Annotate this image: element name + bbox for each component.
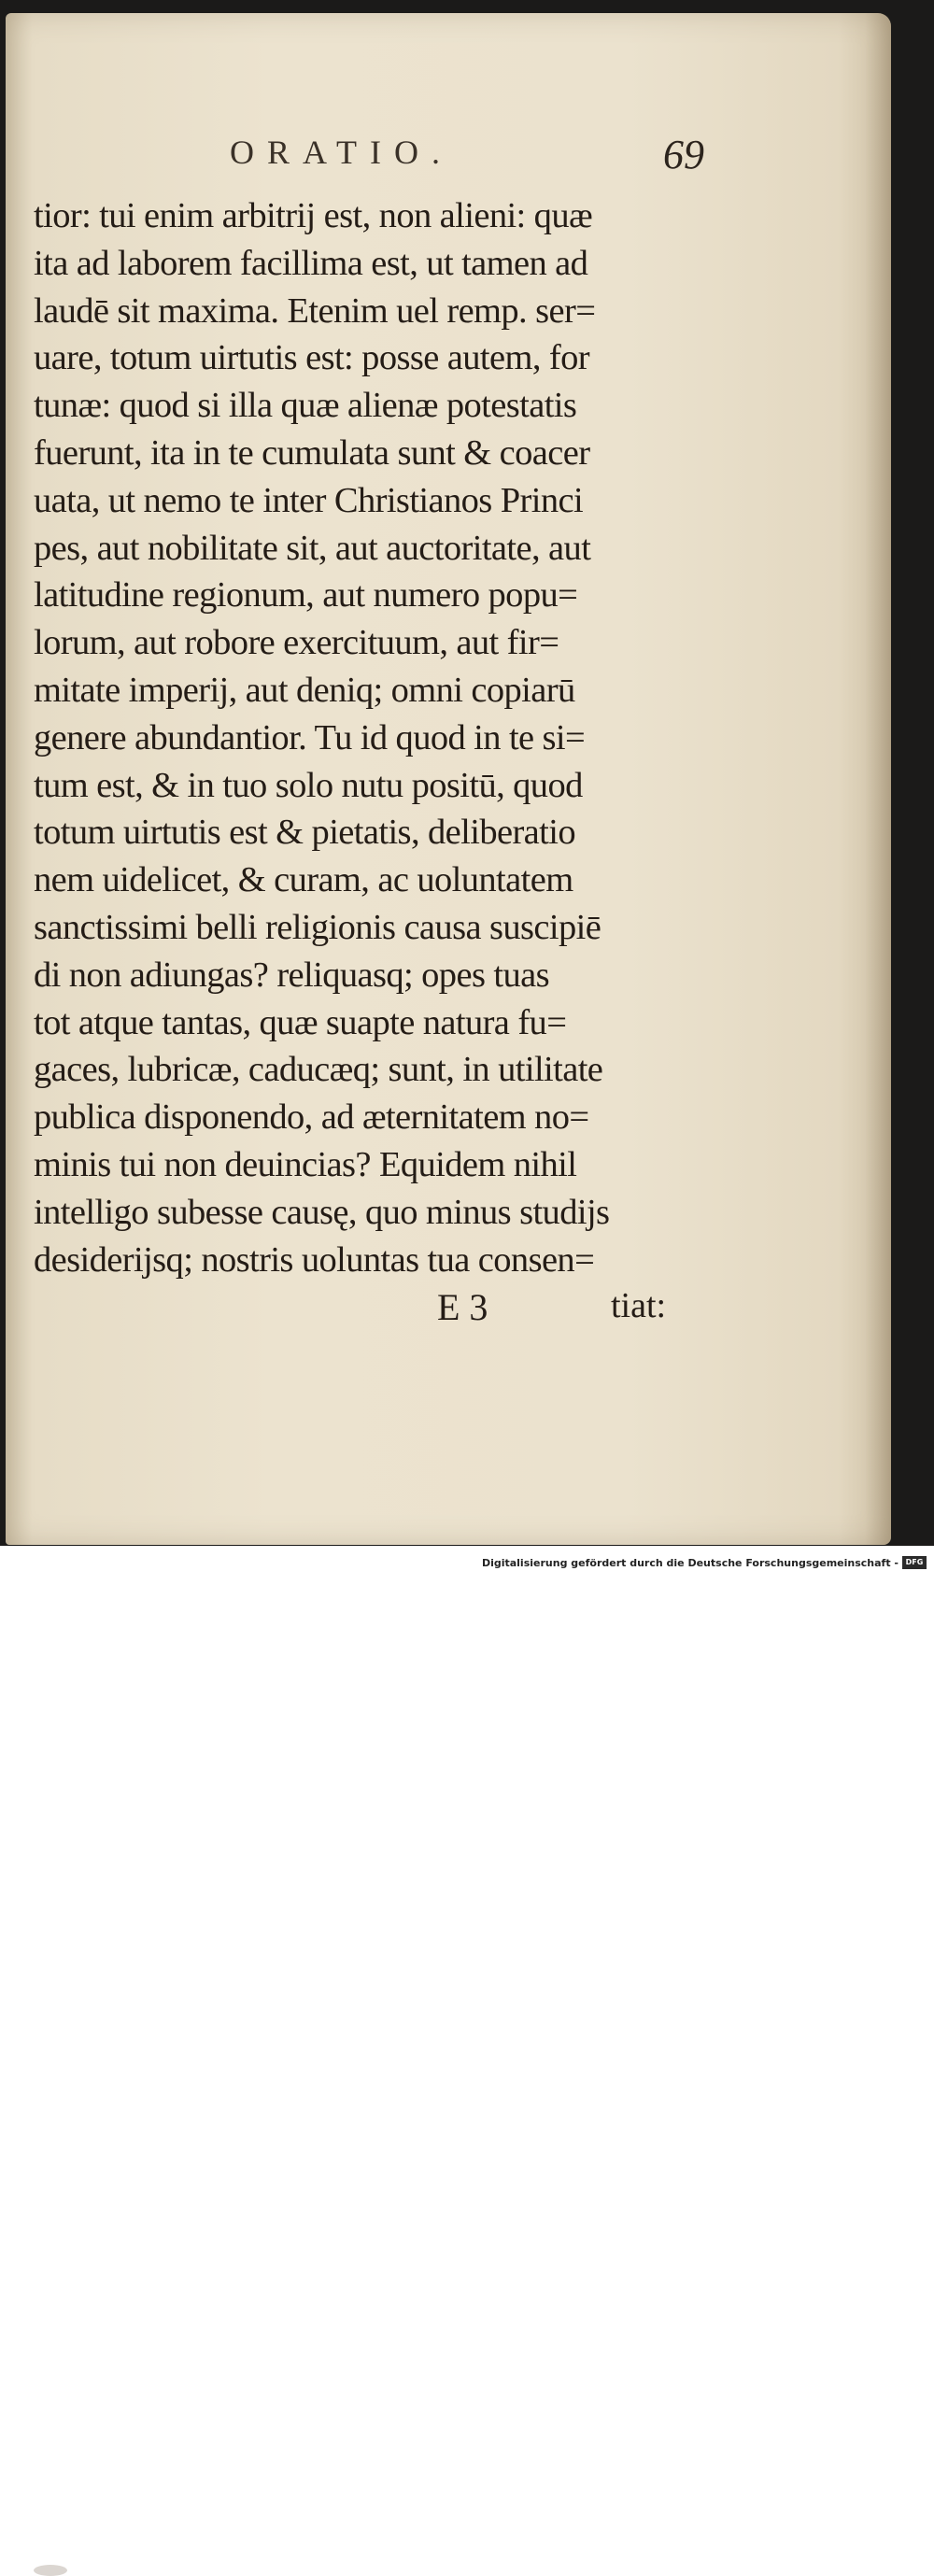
text-line: minis tui non deuincias? Equidem nihil [34,1144,577,1184]
digitization-footer [0,1548,934,1578]
body-text [34,192,715,1283]
text-line: pes, aut nobilitate sit, aut auctoritate, aut [34,528,591,568]
signature-mark: E 3 [437,1286,488,1328]
text-line: mitate imperij, aut deniq; omni copiarū [34,670,575,710]
catchword: tiat: [611,1286,667,1325]
dfg-logo-icon: DFG [902,1556,927,1569]
text-line: uata, ut nemo te inter Christianos Princi [34,480,584,520]
text-line: laudē sit maxima. Etenim uel remp. ser= [34,290,596,331]
page-header [6,133,891,189]
book-page [6,13,891,1545]
text-line: ita ad laborem facillima est, ut tamen ad [34,243,588,283]
text-line: di non adiungas? reliquasq; opes tuas [34,955,549,995]
text-line: latitudine regionum, aut numero popu= [34,575,578,616]
text-line: desiderijsq; nostris uoluntas tua consen= [34,1239,595,1280]
page-number: 69 [663,132,704,177]
text-line: fuerunt, ita in te cumulata sunt & coacer [34,432,590,473]
text-line: totum uirtutis est & pietatis, deliberatio [34,813,576,853]
text-line: tunæ: quod si illa quæ alienæ potestatis [34,386,577,426]
running-head: ORATIO. [230,134,453,171]
text-line: gaces, lubricæ, caducæq; sunt, in utilitate [34,1050,603,1090]
ink-stain [34,2565,67,2576]
text-line: tot atque tantas, quæ suapte natura fu= [34,1002,567,1042]
text-line: nem uidelicet, & curam, ac uoluntatem [34,860,573,900]
text-line: intelligo subesse causę, quo minus studijs [34,1192,610,1232]
page-foot [6,1285,891,1341]
funding-credit: Digitalisierung gefördert durch die Deutsche Forschungsgemeinschaft - [481,1557,899,1569]
text-line: lorum, aut robore exercituum, aut fir= [34,623,559,663]
text-line: tior: tui enim arbitrij est, non alieni: quæ [34,196,593,235]
text-line: publica disponendo, ad æternitatem no= [34,1097,589,1138]
text-line: tum est, & in tuo solo nutu positū, quod [34,765,583,805]
text-line: sanctissimi belli religionis causa suscipiē [34,907,601,947]
text-line: genere abundantior. Tu id quod in te si= [34,717,586,757]
text-line: uare, totum uirtutis est: posse autem, for [34,338,589,378]
